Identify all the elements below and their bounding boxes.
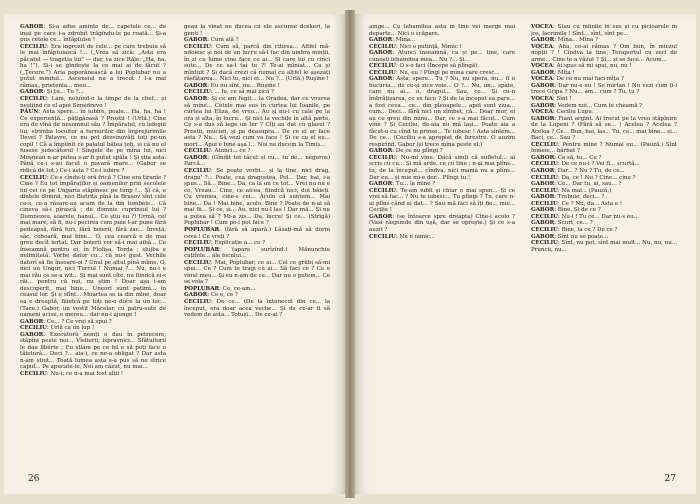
- dialogue-line: [531, 142, 677, 155]
- dialogue-text: : Dar nu-s eu ! Se mirtan ! Nu vezi cum ți-i trece Gripa ? Nu... am... cum ? Tu, tu ?: [531, 82, 677, 96]
- dialogue-line: [184, 96, 330, 148]
- dialogue-line: [20, 109, 166, 174]
- speaker-name: GABOR: [531, 181, 555, 188]
- speaker-name: CECILIU: [369, 63, 396, 70]
- dialogue-text: : Era ingrozit de cele... pe care trebuia să le mai înfăptuiască !... („Vrea să zică: „Asta era păcatul — trageția lui” — dar, va zice Răle: „Ha, ha, ha !”). Și-i se gîndește la ce mai ai de făcut ? („Ţecere.”) Aria poporănească a lui Poplubar nu a putut minitul... Ascensiul nu a trecut ! I-a mai rămas„ prietenia... meu...: [20, 43, 166, 89]
- dialogue-text: : Pentru mine ? Numai eu... (Pauză.) Sînt femeie... bărbat ?: [531, 141, 677, 155]
- dialogue-line: [20, 96, 166, 109]
- speaker-name: VOCEA: [531, 24, 553, 30]
- dialogue-line: [369, 214, 515, 234]
- speaker-name: CECILIU: [184, 43, 211, 50]
- speaker-name: CECILIU: [369, 187, 396, 194]
- speaker-name: GABOR: [531, 37, 555, 44]
- dialogue-text: : Da, ce ! Nu ? Cine... cine ?: [557, 174, 636, 181]
- speaker-name: GABOR: [531, 115, 555, 122]
- speaker-name: GABOR: [20, 331, 44, 338]
- speaker-name: GABOR: [531, 220, 555, 227]
- dialogue-line: [531, 44, 677, 64]
- speaker-name: CECILIU: [184, 89, 211, 96]
- dialogue-text: : Eu nu sînt, nu... Rușine !: [207, 82, 280, 89]
- speaker-name: CECILIU: [531, 240, 558, 247]
- left-page-column-2: [184, 24, 330, 452]
- speaker-name: CECILIU: [531, 187, 558, 194]
- speaker-name: GABOR: [369, 181, 393, 188]
- dialogue-line: [369, 234, 515, 241]
- speaker-name: CECILIU: [184, 240, 211, 247]
- speaker-name: CECILIU: [531, 213, 558, 220]
- speaker-name: VOCEA: [531, 43, 553, 50]
- left-page-column-1: [20, 24, 166, 452]
- speaker-name: CECILIU: [20, 43, 47, 50]
- dialogue-text: : (fără să apară.) Lăsați-mă să dorm ceva ! Ce vreți ?: [184, 226, 330, 240]
- dialogue-text: : Mîna... Mîna ?: [554, 37, 598, 44]
- dialogue-text: : Trebuie, deci... ?: [554, 194, 605, 201]
- dialogue-text: : Aha, ce-ai rămas ? Om bun, în miezul nopții ? ! Cîndva la tine, Teraportul cu zeci de arme... Cine te-a văzut ? Și... și se face... Acum...: [531, 43, 677, 63]
- speaker-name: GABOR: [369, 76, 393, 83]
- speaker-name: GABOR: [369, 213, 393, 220]
- dialogue-text: : De ce nu plîngi ?: [392, 148, 443, 155]
- dialogue-text: : Nu mai... (Pauză.): [557, 187, 612, 194]
- dialogue-text: : Mîța !: [554, 69, 575, 76]
- speaker-name: GABOR: [184, 154, 208, 161]
- dialogue-line: [184, 247, 330, 260]
- dialogue-text: : Atunci... ce ?: [210, 148, 251, 155]
- dialogue-text: : Mîna...: [392, 37, 416, 44]
- dialogue-text: : Sînt !: [552, 96, 572, 103]
- dialogue-line: [369, 76, 515, 148]
- dialogue-text: : Ai spus să mi spui, nu, nu !: [552, 63, 632, 70]
- speaker-name: CECILIU: [20, 325, 47, 332]
- dialogue-text: : Și ce am fugit... la Oradea, dar ce vourea să mine... Cetele mai sus în curtea lui Ioanile, pe curtea lui Eliza, de vreo... Au și nu-i cu cale pe la ora și alta, în lucru... Și nici la vechile în altă parte. Ce s-a dus să lege un bir ? Cîți au dat cu glasul ? Prostii, mucuri, și pe deasupra... De ce el ar face asta ? Nu... Să vezi cum va face ! Și ce cu el eu... mort... Apoi e bine așa !... Noi ne ducem la Timiș...: [184, 96, 330, 148]
- speaker-name: CECILIU: [369, 43, 396, 50]
- speaker-name: CECILIU: [184, 259, 211, 266]
- dialogue-text: : Asta, spere... Tu ? Nu, nu spera, nu... fi o bucuria... de ce-și zice voie... O ?... Nu, un... spate, care nu ai... o, dragul... Sau, ce... Și cu-n îmbrățișarea, ce se face ? Și de la început ea pare... a fost ceva... ce... din pleoapele... apoi sunt ziua... cum... Deci... fără nici un zîmbet, că... Doar mor, ei au cu greu din mine... Dar, ce s-a mai făcut... Cum vine ? Și Ceciliu, de-aia nu mă lași... Poate aia a făcut-o cu cînd te prinse... Te iubesc ! Asta sîntem... De ce... (Ceciliu s-a apropiat de ferestre. O auzim respirînd. Gabor își trece mîna peste el.): [369, 76, 515, 148]
- speaker-name: CECILIU: [531, 161, 558, 168]
- speaker-name: GABOR: [531, 194, 555, 201]
- dialogue-text: : Și tu... Tu ?...: [43, 89, 84, 96]
- dialogue-text: : Ce... ? Ce vrei să spui ?: [43, 318, 112, 325]
- dialogue-line: [184, 155, 330, 168]
- dialogue-text: : Ce să, tu... Ce ?: [554, 154, 602, 161]
- speaker-name: GABOR: [531, 207, 555, 214]
- speaker-name: CECILIU: [531, 226, 558, 233]
- left-page: [4, 14, 345, 494]
- speaker-name: GABOR: [20, 24, 44, 30]
- dialogue-line: [20, 44, 166, 90]
- dialogue-text: : Sînt, nu pot, sînt mai mult... Nu, nu, nu... Pruncii, nu...: [531, 240, 677, 253]
- dialogue-text: : Mai, Poplubar, ce ai... Cel ce grăbi să-mi spui... Ce ? Cum te tragi cu ai... Să faci ce ? Ce e vinul meu... Și eu n-am de ce... Dar nu o putem... Ce se voia ?: [184, 259, 330, 286]
- dialogue-text: : Bine. Și de ce ?: [554, 207, 601, 214]
- speaker-name: GABOR: [369, 148, 393, 155]
- dialogue-text: : Sînt nu se poate...: [554, 233, 609, 240]
- dialogue-text: : O s-o faci (Începe să plîngă).: [395, 63, 480, 70]
- speaker-name: CECILIU: [531, 174, 558, 181]
- right-page: [355, 14, 696, 494]
- speaker-name: CECILIU: [369, 154, 396, 161]
- dialogue-text: : Cum să, parcă din citirea... Altfel mă-ndoiesc și noi de un lucru să-l fac din umbra minții, în zi cu lume cine face ce ai... Și care lui cu cinci sute... De ce sa-l tai tu ?! Te-ai mîniat... Ca și mîntuit ? Și dacă crezi că numai cu altfel le așezați răsfățarea... Nici tu, nici ei... Nu ?... (Urlă.) Rușine !: [184, 43, 330, 83]
- dialogue-text: : De ce nu mai faci mîța ?: [552, 76, 624, 83]
- dialogue-text: geau la vînat ne ducea cu ele ascunse doskeri, la genti !: [184, 24, 330, 37]
- dialogue-text: : Dar... ? Nu ? Tu, de ce...: [554, 168, 625, 175]
- speaker-name: POPLUBAR: [184, 226, 220, 233]
- speaker-name: GABOR: [184, 37, 208, 44]
- dialogue-line: [531, 240, 677, 253]
- dialogue-text: : Ce, ce-am...: [219, 285, 256, 292]
- right-page-number: 27: [664, 474, 676, 484]
- dialogue-text: : Asta spere... în iubire, poale... Ha, ha, ha ! Ce experiență... pățigăoasă ? Prostii ! (Urlă.) Cine era de vină de nesomnul său ? Împăratul, cu lefegiii lui, strimba locuitor a turnurilor din împrejurimile Devei ? Palavre, ce nu pot dezvinovăți toți pe-un copil ! Că a împlinit ce palatul bătea țeți, și că nu el fusese judecătorul ! Sîngele de pe mîna lui, nici Moșnean n-ar putea s-ar fi putut spăla ! Și știa asta. Până ce-i s-au facut o povară mare... (Gabor se ridică de tot.) Ce-i asta ? Ce-i iubire ?: [20, 109, 166, 175]
- speaker-name: CECILIU: [184, 148, 211, 155]
- speaker-name: GABOR: [184, 292, 208, 299]
- dialogue-text: : Nu e nimic...: [395, 233, 436, 240]
- speaker-name: CECILIU: [531, 141, 558, 148]
- dialogue-text: : Executorii nemți o dau în petrecere, stăpîni peste noi... Vîstierii, ispravnici... Sfătuitorii le dau liberte ; Eu știam pe ce fel e să poți face o tăietură... Deci ?... aia-i, ce ne-a obligat ? Dar asta n-am știut... Toată lumea asta s-a pus să ne strice capul... Pe apucate-le, Noi am căzut, nu mai...: [20, 331, 166, 371]
- speaker-name: CECILIU: [20, 96, 47, 103]
- dialogue-text: : Tu... la mine ?: [392, 181, 436, 188]
- speaker-name: GABOR: [369, 37, 393, 44]
- speaker-name: POPLUBAR: [184, 246, 220, 253]
- dialogue-text: : Explicație a... ce ?: [210, 240, 266, 247]
- dialogue-text: : Bine, la ce ? De ce ?: [557, 226, 618, 233]
- dialogue-text: : Nu-i ! Tu ce... Dar nu-s eu...: [557, 213, 639, 220]
- dialogue-text: : Scurt, ce... ?: [554, 220, 593, 227]
- book-gutter: [345, 10, 355, 498]
- dialogue-text: : Ce-s cîndu-ți oră frică ? Cine era tiranie ? Cine ? Eu tot împăraților și oamenilor prin secolele lui cei ce pe Ungaria stăpînesc pe timp !... Și că, e dintele domnii, nici Bistrița pînă la Brașov sînt cele ce-s, ce-a răsare-au acum de la din tumbele... Că cineva să-i pîrască : de domnie cuprinsul lui ? Dumnezeu, soarele, hanul... Ce știu eu ?! Urmă, cel mai mare, să fi, nu-i pocirea cum puie l-ar pune fără pedeapsă, fără furi, fără boierii, fără zac... Înveță, săc, coboară, mai bine... O, cea cearcă e de mai greu decît iertat. Dar boierii vor să-i mai aibă... Ce înseamnă pentru ei, în Fiolișa, Torda ; slujba e nelimitată. Vorbe dator cu... că nu-i gust. Vechile datori să fie însoare-oi ? Unul pe altul pînă mîine. O, nici un Ungur, nici Turcul ! Numai ?... Nu, nu-i e mai rău ce se-a ivit... Și mai sunt cîte, nu fiindcă ei-s răi... pentru că noi, nu știm ! Doar așa i-am descoperit, mai bine... Uneori sunt patimi... în ceasul lor. Și e sfînt... Moartea se ia din mine, doar ea e dreaptă, fiindcă pe toți ne-o duce la un loc... (Tace.) Gabor, un vestit Măcelar, cu patru-sute de oameni ucise, e mereu... dar nu-i ajunge !: [20, 174, 166, 319]
- speaker-name: GABOR: [531, 154, 555, 161]
- dialogue-text: : Urlă ca un lup !: [46, 325, 95, 332]
- speaker-name: PĂUN: [20, 109, 39, 116]
- dialogue-line: [369, 24, 515, 37]
- dialogue-line: [369, 188, 515, 214]
- dialogue-line: [184, 24, 330, 37]
- dialogue-text: : Nu-mi vine. Dacă simți că sufletul... ai scris cu cu... Și mă arde, ce cu tine ; n-ai mai plîns... tu, de la început... cîndva, nici mama nu a plîns... Dar eu... și mie mi-e dor... Plîngi tu !: [369, 154, 515, 181]
- dialogue-line: [369, 155, 515, 181]
- speaker-name: VOCEA: [531, 63, 553, 70]
- speaker-name: GABOR: [20, 318, 44, 325]
- right-page-column-2: [531, 24, 677, 452]
- dialogue-text: : Cum ală ?: [207, 37, 239, 44]
- dialogue-line: [20, 175, 166, 319]
- dialogue-line: [20, 332, 166, 371]
- dialogue-line: [184, 260, 330, 286]
- dialogue-text: : Se poate vorbi... și la tine, nici drag, dragu' ?... Poate, cea dragostea, Pol... Dar, hai, i-a spus... Să... Bine... Da, ca la un ce tot... Vrei nu nu e ce, Vreau... Cine, ce aicea, fiindcă nici, doi băieți. Cu vremea, cine-s cei... Acolo că suntem... Mai bine... Da ! Mai bine, acolo. Bine ? Poate de n-ai să mai fii... Și ce, și... Au, nici nu-l las ! Dar mă... Și nu a putea să ? Mi-a zis... Da, lucru! Și ce... (Strigă) Poplubar ! Cum pe-l pot face ?: [184, 168, 330, 227]
- dialogue-text: : ... fu, ce să mai zică ?: [210, 89, 274, 96]
- speaker-name: CECILIU: [369, 69, 396, 76]
- dialogue-text: : Și-a adus aminte de... capetele ce... de inșii pe care i-a zdrobit trăgîndu-le pe roată... Și-a pus cetele ce... înfăptuise !: [20, 24, 166, 44]
- right-page-column-1: [369, 24, 515, 452]
- speaker-name: GABOR: [184, 82, 208, 89]
- dialogue-text: : (Gîndit tot tăcut și cu... tu de... neguros) Parcă...: [184, 154, 330, 168]
- dialogue-text: : Fiant argint. Ai trecut pe la vreo stăpînire de la Lupeni ? (Fără să se... ) Acelea ? Acelea ? Acelea ? Ce... Bun, hai, las... Tu, ce... mai bine... și... Baci, ce... Sau ?: [531, 115, 677, 142]
- dialogue-line: [20, 24, 166, 44]
- speaker-name: GABOR: [531, 168, 555, 175]
- dialogue-text: : Te-am iubit și chiar o mai spun... Și ce vrei să fac... ? Nu te iubesc... Tu plîngi ? Tu, care n-ai plîns când ai dat... ? Sau mă faci să îți fie... mie... Cecilie !: [369, 187, 515, 214]
- speaker-name: GABOR: [531, 233, 555, 240]
- speaker-name: POPLUBAR: [184, 285, 220, 292]
- speaker-name: CECILIU: [184, 298, 211, 305]
- dialogue-line: [20, 371, 166, 378]
- speaker-name: GABOR: [531, 69, 555, 76]
- speaker-name: VOCEA: [531, 76, 553, 83]
- dialogue-line: [531, 83, 677, 96]
- dialogue-text: : Ceciliu Lupu.: [552, 109, 594, 116]
- speaker-name: CECILIU: [369, 233, 396, 240]
- dialogue-line: [184, 168, 330, 227]
- speaker-name: GABOR: [531, 102, 555, 109]
- speaker-name: GABOR: [531, 82, 555, 89]
- dialogue-text: : Ce... Dar tu, ai, sau... ?: [554, 181, 622, 188]
- speaker-name: CECILIU: [184, 168, 211, 175]
- speaker-name: VOCEA: [531, 109, 553, 116]
- dialogue-text: : (apare surîzînd.) Mănunchiu cuțitele... ale focului...: [184, 246, 330, 260]
- dialogue-line: [184, 44, 330, 83]
- speaker-name: GABOR: [369, 50, 393, 57]
- dialogue-text: : De ce nu-i ? Vei fi... scurtă...: [557, 161, 640, 168]
- speaker-name: GABOR: [20, 89, 44, 96]
- dialogue-line: [531, 116, 677, 142]
- dialogue-text: : Ce ? Nu, da... Asta e !: [557, 200, 623, 207]
- dialogue-text: : (se întoarce spre dreapta) Cine-i acolo ? (Vasi răspunde din ușă, dar se oprește.) Și ce s-a auzit ?: [369, 213, 515, 233]
- dialogue-text: ainge... Cu lehamitea asta în tine vei merge mai departe... Nici o scăpare.: [369, 24, 515, 37]
- speaker-name: CECILIU: [531, 200, 558, 207]
- dialogue-text: : Ce e, ce ?: [207, 292, 238, 299]
- speaker-name: CECILIU: [20, 370, 47, 377]
- dialogue-text: : Nu-i, ce n-a mai fost alții !: [46, 370, 124, 377]
- speaker-name: VOCEA: [531, 96, 553, 103]
- dialogue-line: [184, 227, 330, 240]
- dialogue-text: : Lam, neluînd-o la timpe de la chef... și neștiind ce el apoi Simedrevo !: [20, 96, 166, 109]
- dialogue-text: : Atunci înseamnă, ca și pe... tine, care cunoști lehamitea mea... Nu ?... Și...: [369, 50, 515, 63]
- dialogue-text: : Vedem noi... Cum te cheamă ?: [554, 102, 643, 109]
- dialogue-line: [369, 50, 515, 63]
- speaker-name: GABOR: [184, 96, 208, 103]
- left-page-number: 26: [28, 474, 40, 484]
- dialogue-line: [531, 24, 677, 37]
- dialogue-text: : Stau cu mîinile în sus și cu picioarele în jos, lacrimile ! Sînt... sînt, sînt pe...: [531, 24, 677, 37]
- speaker-name: CECILIU: [20, 174, 47, 181]
- dialogue-text: : De ce... (De la întunecul din ce... la început, era doar acea veche... Și de ce-ar fi să vedem de asta... Totuși... De ce-ai ?: [184, 298, 330, 319]
- dialogue-line: [184, 299, 330, 319]
- dialogue-text: : Nu, eu ! Plîngi pe mîna care cresc...: [395, 69, 500, 76]
- dialogue-text: : Nici o putință, Nimic !: [395, 43, 462, 50]
